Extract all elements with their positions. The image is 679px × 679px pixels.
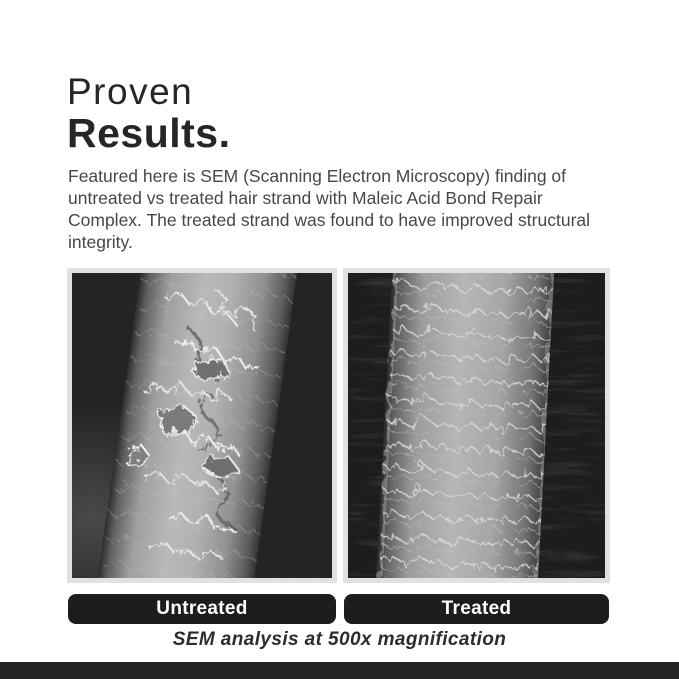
title-line-2: Results. (67, 110, 231, 156)
treated-label: Treated (344, 594, 609, 624)
page-title (67, 72, 231, 154)
title-line-1: Proven (67, 71, 194, 112)
treated-sem-image (348, 273, 605, 578)
panel-labels (68, 594, 609, 624)
description-text: Featured here is SEM (Scanning Electron Microscopy) finding of untreated vs treated hair strand with Maleic Acid Bond Repair Complex. The treated strand was found to have improved structural integrity. (68, 166, 591, 252)
sem-comparison-figure (67, 268, 610, 583)
figure-caption: SEM analysis at 500x magnification (172, 629, 507, 650)
untreated-panel-frame (67, 268, 337, 583)
bottom-section-edge (0, 662, 679, 679)
untreated-sem-image (72, 273, 332, 578)
treated-panel-frame (343, 268, 610, 583)
untreated-label: Untreated (68, 594, 336, 624)
